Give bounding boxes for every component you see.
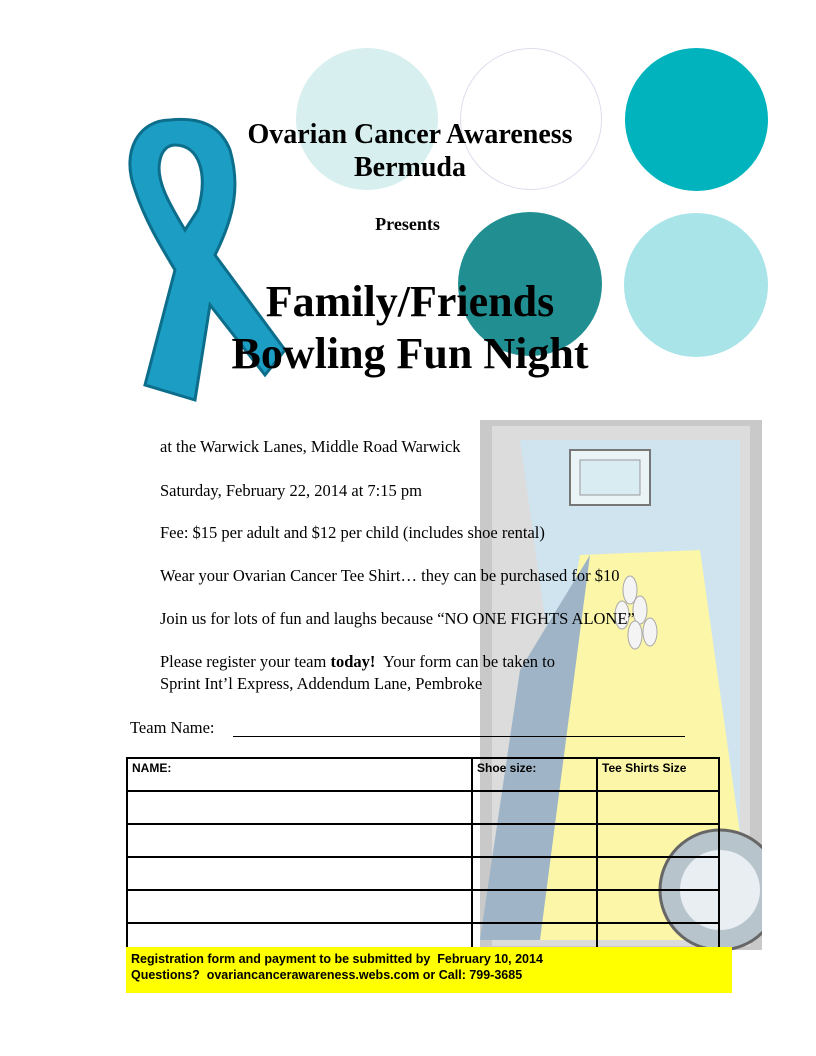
- shoe-size-cell[interactable]: [472, 857, 597, 890]
- table-row: [127, 824, 719, 857]
- footer-contact: Questions? ovariancancerawareness.webs.com or Call: 799-3685: [131, 968, 523, 982]
- team-name-label: Team Name:: [130, 718, 215, 737]
- event-title-line-1: Family/Friends: [265, 277, 555, 326]
- table-header-row: [127, 758, 719, 791]
- name-cell[interactable]: [127, 824, 472, 857]
- column-header-shoe-size: Shoe size:: [472, 758, 597, 791]
- event-fee: Fee: $15 per adult and $12 per child (includes shoe rental): [160, 523, 545, 542]
- shoe-size-cell[interactable]: [472, 824, 597, 857]
- register-prefix: Please register your team: [160, 652, 331, 671]
- name-cell[interactable]: [127, 791, 472, 824]
- event-tee-shirt: Wear your Ovarian Cancer Tee Shirt… they can be purchased for $10: [160, 566, 620, 585]
- org-line-2: Bermuda: [354, 152, 466, 183]
- tee-size-cell[interactable]: [597, 890, 719, 923]
- table-row: [127, 890, 719, 923]
- table-row: [127, 791, 719, 824]
- org-line-1: Ovarian Cancer Awareness: [247, 119, 573, 150]
- column-header-name: NAME:: [127, 758, 472, 791]
- organization-name: [200, 118, 620, 184]
- event-join: Join us for lots of fun and laughs because “NO ONE FIGHTS ALONE”: [160, 609, 635, 628]
- presents-label: Presents: [375, 214, 440, 234]
- shoe-size-cell[interactable]: [472, 791, 597, 824]
- event-title: [180, 276, 640, 380]
- event-title-line-2: Bowling Fun Night: [231, 329, 589, 378]
- registration-table: [126, 757, 720, 957]
- name-cell[interactable]: [127, 857, 472, 890]
- team-name-field[interactable]: [233, 736, 685, 737]
- event-datetime: Saturday, February 22, 2014 at 7:15 pm: [160, 481, 422, 500]
- footer-deadline: Registration form and payment to be submitted by February 10, 2014: [131, 952, 543, 966]
- register-today: today!: [330, 652, 376, 671]
- decor-circle-teal: [625, 48, 768, 191]
- event-location: at the Warwick Lanes, Middle Road Warwick: [160, 437, 461, 456]
- table-row: [127, 857, 719, 890]
- register-suffix: Your form can be taken to: [375, 652, 556, 671]
- name-cell[interactable]: [127, 890, 472, 923]
- event-register-location: Sprint Int’l Express, Addendum Lane, Pembroke: [160, 674, 483, 693]
- event-register: [160, 651, 555, 672]
- tee-size-cell[interactable]: [597, 857, 719, 890]
- registration-footer: [126, 947, 732, 993]
- tee-size-cell[interactable]: [597, 791, 719, 824]
- shoe-size-cell[interactable]: [472, 890, 597, 923]
- column-header-tee-shirt-size: Tee Shirts Size: [597, 758, 719, 791]
- decor-circle-light: [624, 213, 768, 357]
- tee-size-cell[interactable]: [597, 824, 719, 857]
